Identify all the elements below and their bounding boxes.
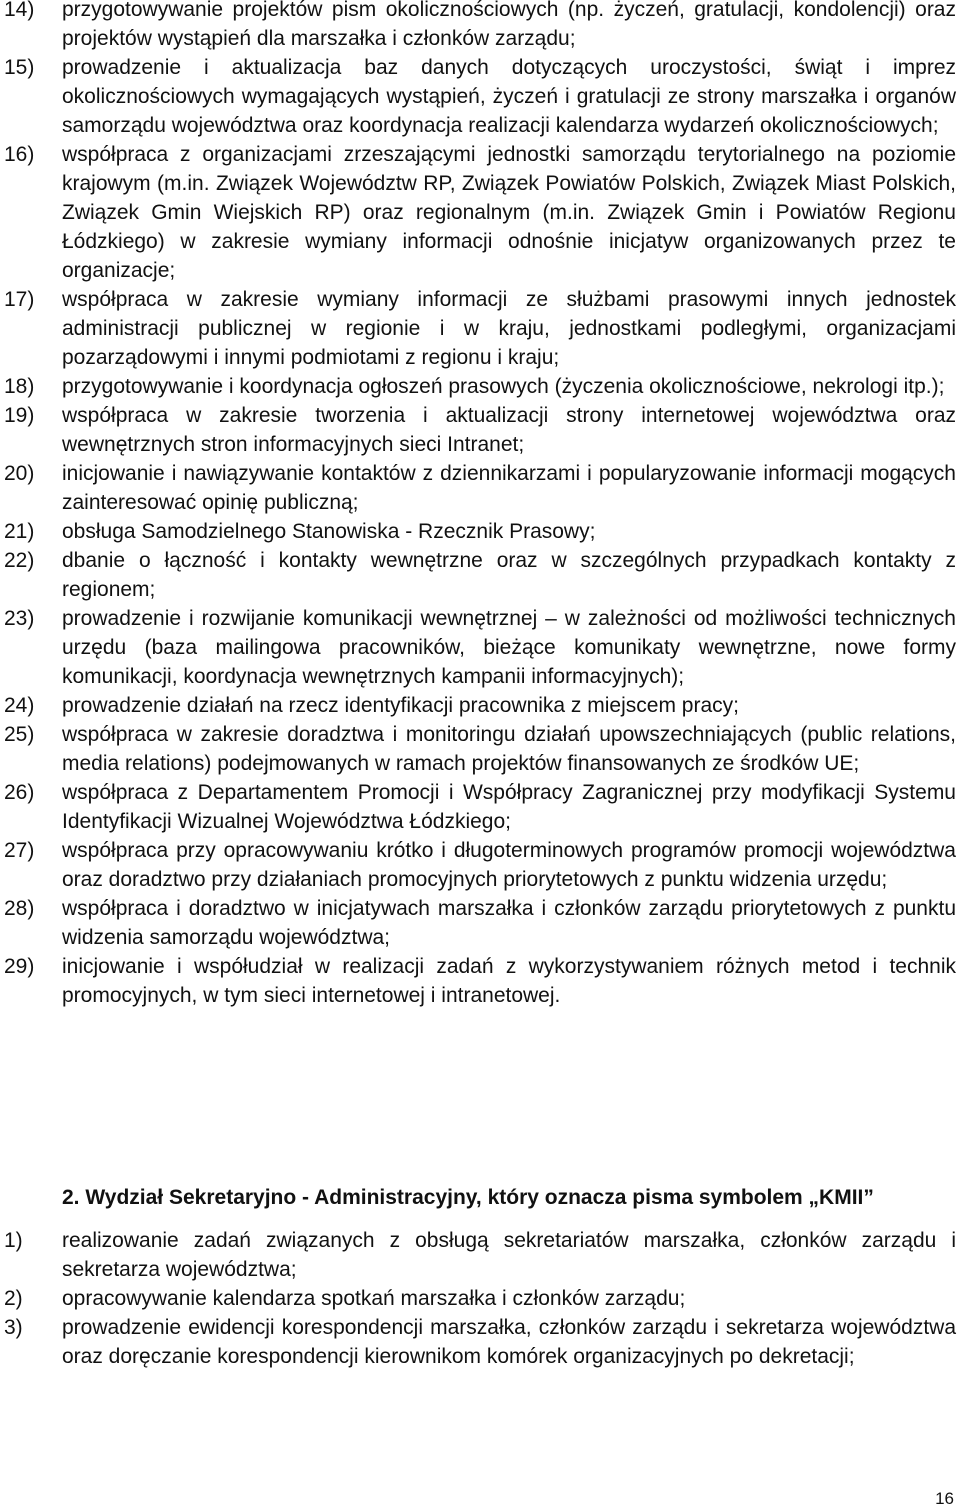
list-item	[0, 604, 960, 691]
list-item	[0, 1284, 960, 1313]
list-item	[0, 53, 960, 140]
list-item	[0, 401, 960, 459]
list-item	[0, 952, 960, 1010]
list-item-number: 18)	[4, 375, 35, 398]
list-item	[0, 285, 960, 372]
list-item	[0, 778, 960, 836]
list-item-number: 25)	[4, 723, 35, 746]
list-item-text: przygotowywanie projektów pism okolicznościowych (np. życzeń, gratulacji, kondolencji) oraz projektów wystąpień dla marszałka i członków zarządu;	[62, 0, 956, 50]
list-item	[0, 720, 960, 778]
page-number: 16	[935, 1489, 954, 1508]
list-item-number: 28)	[4, 897, 35, 920]
list-item-text: prowadzenie ewidencji korespondencji marszałka, członków zarządu i sekretarza województwa oraz doręczanie korespondencji kierownikom komórek organizacyjnych po dekretacji;	[62, 1316, 956, 1368]
list-item-number: 19)	[4, 404, 35, 427]
list-item-number: 16)	[4, 143, 35, 166]
list-item	[0, 1313, 960, 1371]
list-item-text: prowadzenie i aktualizacja baz danych dotyczących uroczystości, świąt i imprez okolicznościowych wymagających wystąpień, życzeń i gratulacji ze strony marszałka i organów samorządu województwa oraz koordynacja realizacji kalendarza wydarzeń okolicznościowych;	[62, 56, 956, 137]
list-item-text: współpraca i doradztwo w inicjatywach marszałka i członków zarządu priorytetowych z punktu widzenia samorządu województwa;	[62, 897, 956, 949]
department-task-list	[0, 1226, 960, 1371]
list-item-number: 23)	[4, 607, 35, 630]
list-item	[0, 459, 960, 517]
list-item-number: 26)	[4, 781, 35, 804]
list-item-text: współpraca przy opracowywaniu krótko i długoterminowych programów promocji województwa oraz doradztwo przy działaniach promocyjnych priorytetowych z punktu widzenia urzędu;	[62, 839, 956, 891]
list-item	[0, 140, 960, 285]
list-item-text: przygotowywanie i koordynacja ogłoszeń prasowych (życzenia okolicznościowe, nekrologi itp.);	[62, 375, 945, 398]
list-item-number: 17)	[4, 288, 35, 311]
list-item-text: współpraca w zakresie wymiany informacji ze służbami prasowymi innych jednostek administracji publicznej w regionie i w kraju, jednostkami podległymi, organizacjami pozarządowymi i innymi podmiotami z regionu i kraju;	[62, 288, 956, 369]
list-item-text: współpraca z Departamentem Promocji i Współpracy Zagranicznej przy modyfikacji Systemu Identyfikacji Wizualnej Województwa Łódzkiego;	[62, 781, 956, 833]
section-heading: 2. Wydział Sekretaryjno - Administracyjny, który oznacza pisma symbolem „KMII”	[62, 1186, 874, 1209]
list-item-text: obsługa Samodzielnego Stanowiska - Rzecznik Prasowy;	[62, 520, 596, 543]
list-item	[0, 517, 960, 546]
list-item-text: realizowanie zadań związanych z obsługą sekretariatów marszałka, członków zarządu i sekretarza województwa;	[62, 1229, 956, 1281]
list-item-number: 3)	[4, 1316, 23, 1339]
list-item	[0, 1226, 960, 1284]
list-item-number: 21)	[4, 520, 35, 543]
list-item-text: współpraca z organizacjami zrzeszającymi jednostki samorządu terytorialnego na poziomie krajowym (m.in. Związek Województw RP, Związek Powiatów Polskich, Związek Miast Polskich, Związek Gmin Wiejskich RP) oraz regionalnym (m.in. Związek Gmin i Powiatów Regionu Łódzkiego) w zakresie wymiany informacji odnośnie inicjatyw organizowanych przez te organizacje;	[62, 143, 956, 282]
list-item-text: dbanie o łączność i kontakty wewnętrzne oraz w szczególnych przypadkach kontakty z regionem;	[62, 549, 956, 601]
list-item-text: opracowywanie kalendarza spotkań marszałka i członków zarządu;	[62, 1287, 686, 1310]
list-item	[0, 691, 960, 720]
list-item	[0, 372, 960, 401]
list-item-number: 2)	[4, 1287, 23, 1310]
list-item-text: współpraca w zakresie doradztwa i monitoringu działań upowszechniających (public relations, media relations) podejmowanych w ramach projektów finansowanych ze środków UE;	[62, 723, 956, 775]
list-item-text: współpraca w zakresie tworzenia i aktualizacji strony internetowej województwa oraz wewnętrznych stron informacyjnych sieci Intranet;	[62, 404, 956, 456]
list-item-number: 15)	[4, 56, 35, 79]
list-item-number: 14)	[4, 0, 35, 21]
list-item-text: prowadzenie działań na rzecz identyfikacji pracownika z miejscem pracy;	[62, 694, 739, 717]
list-item	[0, 894, 960, 952]
list-item-text: prowadzenie i rozwijanie komunikacji wewnętrznej – w zależności od możliwości technicznych urzędu (baza mailingowa pracowników, bieżące komunikaty wewnętrzne, nowe formy komunikacji, koordynacja wewnętrznych kampanii informacyjnych);	[62, 607, 956, 688]
list-item	[0, 0, 960, 53]
list-item	[0, 546, 960, 604]
list-item-number: 29)	[4, 955, 35, 978]
list-item-number: 1)	[4, 1229, 23, 1252]
list-item-text: inicjowanie i współudział w realizacji zadań z wykorzystywaniem różnych metod i technik promocyjnych, w tym sieci internetowej i intranetowej.	[62, 955, 956, 1007]
list-item	[0, 836, 960, 894]
list-item-text: inicjowanie i nawiązywanie kontaktów z dziennikarzami i popularyzowanie informacji mogących zainteresować opinię publiczną;	[62, 462, 956, 514]
list-item-number: 27)	[4, 839, 35, 862]
list-item-number: 24)	[4, 694, 35, 717]
list-item-number: 20)	[4, 462, 35, 485]
list-item-number: 22)	[4, 549, 35, 572]
